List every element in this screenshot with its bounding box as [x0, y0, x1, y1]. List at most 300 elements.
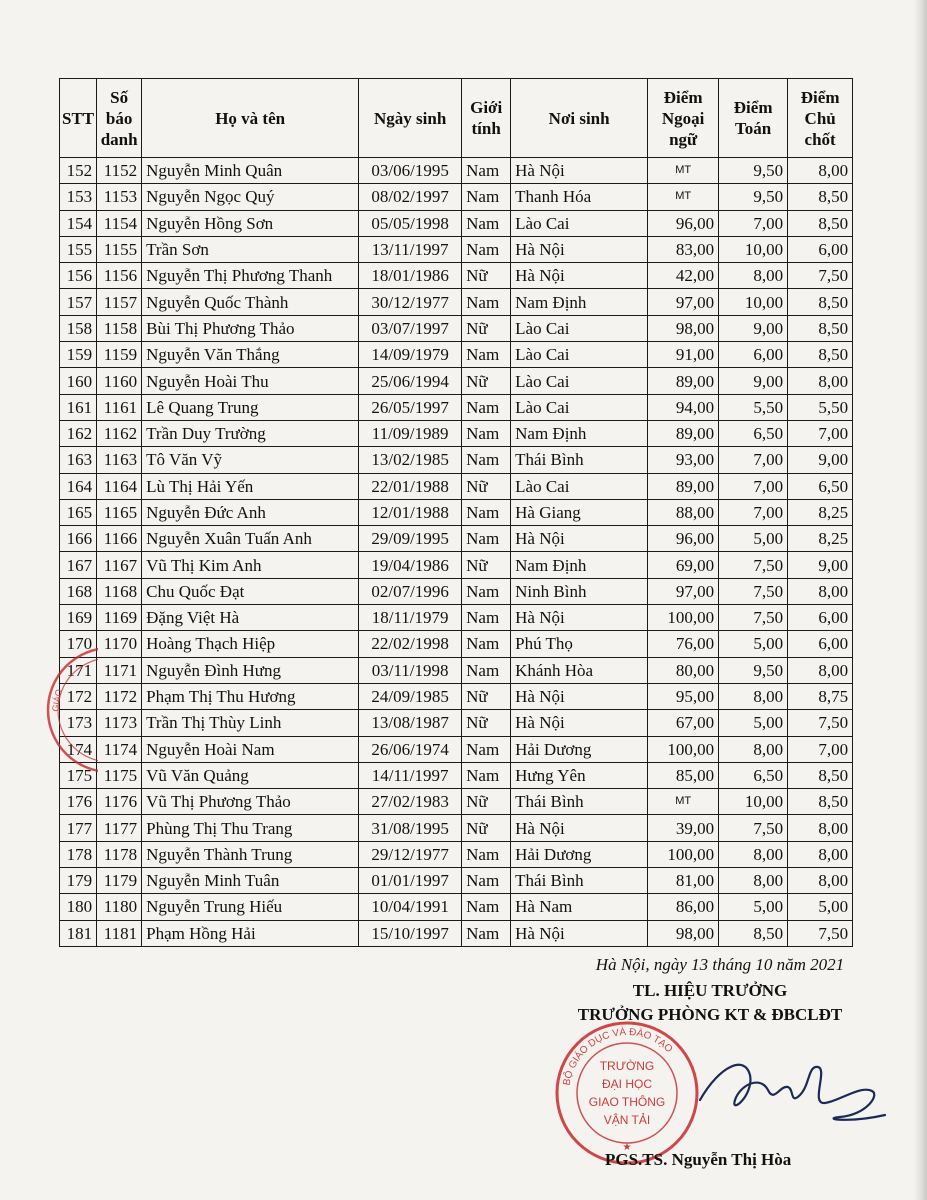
cell-dob: 12/01/1988: [359, 499, 462, 525]
cell-stt: 178: [60, 841, 97, 867]
cell-sbd: 1153: [97, 184, 142, 210]
cell-dob: 18/01/1986: [359, 263, 462, 289]
cell-gender: Nữ: [462, 368, 511, 394]
cell-fl: 39,00: [648, 815, 719, 841]
cell-key: 7,50: [788, 920, 853, 946]
table-row: [60, 789, 853, 815]
table-row: [60, 631, 853, 657]
svg-text:VẬN TẢI: VẬN TẢI: [603, 1113, 651, 1127]
cell-stt: 166: [60, 526, 97, 552]
cell-gender: Nam: [462, 184, 511, 210]
cell-fl: 83,00: [648, 236, 719, 262]
cell-place: Lào Cai: [511, 368, 648, 394]
partial-seal-stamp: [28, 640, 98, 780]
cell-stt: 169: [60, 605, 97, 631]
cell-key: 7,50: [788, 263, 853, 289]
header-sbd: Số báo danh: [97, 79, 142, 158]
cell-stt: 172: [60, 683, 97, 709]
cell-dob: 08/02/1997: [359, 184, 462, 210]
cell-math: 8,00: [719, 841, 788, 867]
cell-place: Hà Nội: [511, 236, 648, 262]
cell-math: 7,50: [719, 552, 788, 578]
cell-place: Hà Nội: [511, 920, 648, 946]
cell-gender: Nam: [462, 289, 511, 315]
cell-gender: Nữ: [462, 815, 511, 841]
cell-place: Hà Nội: [511, 526, 648, 552]
cell-sbd: 1152: [97, 158, 142, 184]
cell-sbd: 1161: [97, 394, 142, 420]
cell-dob: 13/11/1997: [359, 236, 462, 262]
cell-place: Hà Nội: [511, 158, 648, 184]
cell-fl: 98,00: [648, 920, 719, 946]
table-row: [60, 263, 853, 289]
cell-gender: Nữ: [462, 710, 511, 736]
cell-key: 6,00: [788, 631, 853, 657]
cell-dob: 26/05/1997: [359, 394, 462, 420]
cell-place: Nam Định: [511, 289, 648, 315]
cell-key: 8,00: [788, 368, 853, 394]
cell-dob: 01/01/1997: [359, 868, 462, 894]
cell-gender: Nam: [462, 578, 511, 604]
cell-gender: Nữ: [462, 263, 511, 289]
cell-dob: 27/02/1983: [359, 789, 462, 815]
cell-sbd: 1165: [97, 499, 142, 525]
cell-key: 8,50: [788, 789, 853, 815]
cell-math: 7,50: [719, 578, 788, 604]
cell-name: Nguyễn Hoài Nam: [142, 736, 359, 762]
cell-stt: 154: [60, 210, 97, 236]
table-row: [60, 342, 853, 368]
cell-math: 10,00: [719, 289, 788, 315]
cell-dob: 22/01/1988: [359, 473, 462, 499]
cell-sbd: 1173: [97, 710, 142, 736]
cell-gender: Nam: [462, 762, 511, 788]
cell-sbd: 1169: [97, 605, 142, 631]
table-row: [60, 578, 853, 604]
cell-name: Lê Quang Trung: [142, 394, 359, 420]
cell-name: Nguyễn Xuân Tuấn Anh: [142, 526, 359, 552]
cell-key: 7,00: [788, 420, 853, 446]
cell-fl: 85,00: [648, 762, 719, 788]
table-row: [60, 289, 853, 315]
cell-dob: 29/09/1995: [359, 526, 462, 552]
cell-math: 8,00: [719, 683, 788, 709]
cell-dob: 13/08/1987: [359, 710, 462, 736]
cell-dob: 24/09/1985: [359, 683, 462, 709]
table-body: [60, 158, 853, 947]
cell-math: 9,50: [719, 184, 788, 210]
cell-math: 7,00: [719, 447, 788, 473]
cell-stt: 167: [60, 552, 97, 578]
cell-place: Ninh Bình: [511, 578, 648, 604]
cell-key: 8,00: [788, 657, 853, 683]
cell-gender: Nam: [462, 420, 511, 446]
cell-math: 7,00: [719, 499, 788, 525]
cell-stt: 152: [60, 158, 97, 184]
table-row: [60, 499, 853, 525]
signer-role-line1: TL. HIỆU TRƯỞNG: [632, 981, 788, 1000]
cell-place: Lào Cai: [511, 342, 648, 368]
cell-sbd: 1167: [97, 552, 142, 578]
cell-dob: 14/11/1997: [359, 762, 462, 788]
cell-sbd: 1162: [97, 420, 142, 446]
cell-key: 6,00: [788, 236, 853, 262]
cell-key: 8,50: [788, 342, 853, 368]
cell-sbd: 1159: [97, 342, 142, 368]
cell-gender: Nam: [462, 210, 511, 236]
cell-dob: 03/07/1997: [359, 315, 462, 341]
svg-text:BỘ GIÁO DỤC VÀ ĐÀO TẠO: BỘ GIÁO DỤC VÀ ĐÀO TẠO: [561, 1026, 675, 1087]
cell-math: 9,50: [719, 657, 788, 683]
cell-sbd: 1163: [97, 447, 142, 473]
cell-key: 8,50: [788, 762, 853, 788]
cell-name: Nguyễn Hoài Thu: [142, 368, 359, 394]
cell-key: 7,00: [788, 736, 853, 762]
cell-stt: 158: [60, 315, 97, 341]
cell-place: Nam Định: [511, 552, 648, 578]
cell-gender: Nam: [462, 447, 511, 473]
cell-math: 7,00: [719, 473, 788, 499]
cell-stt: 159: [60, 342, 97, 368]
cell-gender: Nam: [462, 736, 511, 762]
cell-place: Thanh Hóa: [511, 184, 648, 210]
cell-sbd: 1174: [97, 736, 142, 762]
table-row: [60, 158, 853, 184]
cell-dob: 25/06/1994: [359, 368, 462, 394]
cell-fl: 80,00: [648, 657, 719, 683]
cell-fl: 93,00: [648, 447, 719, 473]
cell-math: 5,00: [719, 631, 788, 657]
cell-name: Nguyễn Thị Phương Thanh: [142, 263, 359, 289]
cell-name: Phùng Thị Thu Trang: [142, 815, 359, 841]
cell-math: 7,00: [719, 210, 788, 236]
cell-gender: Nam: [462, 236, 511, 262]
cell-dob: 31/08/1995: [359, 815, 462, 841]
cell-fl: 96,00: [648, 210, 719, 236]
cell-dob: 29/12/1977: [359, 841, 462, 867]
cell-math: 5,00: [719, 710, 788, 736]
cell-name: Nguyễn Ngọc Quý: [142, 184, 359, 210]
cell-name: Nguyễn Đình Hưng: [142, 657, 359, 683]
cell-stt: 163: [60, 447, 97, 473]
cell-name: Phạm Hồng Hải: [142, 920, 359, 946]
cell-stt: 180: [60, 894, 97, 920]
signature-block: [540, 955, 880, 1025]
cell-gender: Nam: [462, 841, 511, 867]
cell-place: Thái Bình: [511, 868, 648, 894]
cell-math: 10,00: [719, 789, 788, 815]
svg-text:GIÁO: GIÁO: [50, 688, 64, 713]
cell-sbd: 1179: [97, 868, 142, 894]
cell-place: Lào Cai: [511, 315, 648, 341]
cell-sbd: 1172: [97, 683, 142, 709]
cell-key: 8,00: [788, 578, 853, 604]
cell-sbd: 1175: [97, 762, 142, 788]
cell-name: Hoàng Thạch Hiệp: [142, 631, 359, 657]
cell-dob: 02/07/1996: [359, 578, 462, 604]
table-row: [60, 683, 853, 709]
cell-name: Nguyễn Văn Thắng: [142, 342, 359, 368]
cell-fl: 91,00: [648, 342, 719, 368]
cell-name: Chu Quốc Đạt: [142, 578, 359, 604]
cell-fl: MT: [648, 789, 719, 815]
page-edge-shadow: [913, 0, 927, 1200]
svg-text:ĐẠI HỌC: ĐẠI HỌC: [601, 1077, 653, 1091]
cell-math: 6,50: [719, 762, 788, 788]
cell-math: 5,00: [719, 526, 788, 552]
cell-name: Nguyễn Hồng Sơn: [142, 210, 359, 236]
cell-name: Nguyễn Quốc Thành: [142, 289, 359, 315]
cell-gender: Nam: [462, 920, 511, 946]
cell-name: Vũ Văn Quảng: [142, 762, 359, 788]
cell-key: 8,25: [788, 499, 853, 525]
svg-text:★: ★: [622, 1142, 632, 1153]
svg-text:TRƯỜNG: TRƯỜNG: [599, 1059, 655, 1073]
cell-sbd: 1168: [97, 578, 142, 604]
cell-place: Nam Định: [511, 420, 648, 446]
cell-stt: 170: [60, 631, 97, 657]
header-name: Họ và tên: [142, 79, 359, 158]
table-row: [60, 210, 853, 236]
cell-name: Trần Sơn: [142, 236, 359, 262]
cell-fl: 86,00: [648, 894, 719, 920]
cell-sbd: 1156: [97, 263, 142, 289]
cell-place: Hà Nam: [511, 894, 648, 920]
cell-key: 9,00: [788, 552, 853, 578]
cell-dob: 22/02/1998: [359, 631, 462, 657]
cell-sbd: 1166: [97, 526, 142, 552]
table-row: [60, 552, 853, 578]
cell-key: 5,00: [788, 894, 853, 920]
cell-fl: 88,00: [648, 499, 719, 525]
cell-gender: Nam: [462, 342, 511, 368]
table-row: [60, 762, 853, 788]
cell-fl: 69,00: [648, 552, 719, 578]
cell-key: 6,50: [788, 473, 853, 499]
table-row: [60, 184, 853, 210]
cell-place: Hà Giang: [511, 499, 648, 525]
cell-sbd: 1176: [97, 789, 142, 815]
cell-math: 9,00: [719, 315, 788, 341]
cell-stt: 173: [60, 710, 97, 736]
cell-fl: 97,00: [648, 578, 719, 604]
cell-place: Lào Cai: [511, 473, 648, 499]
cell-math: 9,50: [719, 158, 788, 184]
header-math: Điểm Toán: [719, 79, 788, 158]
cell-sbd: 1177: [97, 815, 142, 841]
cell-sbd: 1154: [97, 210, 142, 236]
table-row: [60, 447, 853, 473]
cell-math: 10,00: [719, 236, 788, 262]
cell-place: Thái Bình: [511, 789, 648, 815]
cell-math: 6,00: [719, 342, 788, 368]
cell-name: Nguyễn Đức Anh: [142, 499, 359, 525]
cell-dob: 13/02/1985: [359, 447, 462, 473]
cell-place: Hà Nội: [511, 710, 648, 736]
cell-gender: Nam: [462, 631, 511, 657]
cell-stt: 157: [60, 289, 97, 315]
cell-dob: 03/11/1998: [359, 657, 462, 683]
cell-math: 7,50: [719, 605, 788, 631]
cell-name: Phạm Thị Thu Hương: [142, 683, 359, 709]
cell-gender: Nam: [462, 394, 511, 420]
cell-dob: 11/09/1989: [359, 420, 462, 446]
cell-place: Hải Dương: [511, 736, 648, 762]
cell-name: Trần Thị Thùy Linh: [142, 710, 359, 736]
table-header-row: [60, 79, 853, 158]
table-row: [60, 868, 853, 894]
cell-gender: Nam: [462, 868, 511, 894]
cell-fl: 89,00: [648, 420, 719, 446]
cell-place: Phú Thọ: [511, 631, 648, 657]
table-row: [60, 368, 853, 394]
cell-key: 8,50: [788, 210, 853, 236]
header-birthplace: Nơi sinh: [511, 79, 648, 158]
cell-place: Hà Nội: [511, 605, 648, 631]
cell-math: 6,50: [719, 420, 788, 446]
cell-key: 8,50: [788, 315, 853, 341]
cell-name: Nguyễn Thành Trung: [142, 841, 359, 867]
cell-stt: 177: [60, 815, 97, 841]
header-gender: Giới tính: [462, 79, 511, 158]
cell-name: Nguyễn Minh Tuân: [142, 868, 359, 894]
cell-gender: Nam: [462, 657, 511, 683]
results-table: [59, 78, 853, 947]
cell-stt: 181: [60, 920, 97, 946]
cell-fl: 89,00: [648, 473, 719, 499]
cell-key: 8,00: [788, 815, 853, 841]
cell-fl: 95,00: [648, 683, 719, 709]
cell-sbd: 1158: [97, 315, 142, 341]
cell-name: Bùi Thị Phương Thảo: [142, 315, 359, 341]
cell-gender: Nữ: [462, 552, 511, 578]
cell-dob: 18/11/1979: [359, 605, 462, 631]
cell-key: 8,00: [788, 841, 853, 867]
cell-key: 8,50: [788, 184, 853, 210]
signer-name: PGS.TS. Nguyễn Thị Hòa: [605, 1150, 792, 1169]
cell-sbd: 1180: [97, 894, 142, 920]
cell-stt: 171: [60, 657, 97, 683]
cell-stt: 156: [60, 263, 97, 289]
cell-gender: Nữ: [462, 473, 511, 499]
cell-dob: 30/12/1977: [359, 289, 462, 315]
cell-stt: 153: [60, 184, 97, 210]
cell-gender: Nam: [462, 894, 511, 920]
cell-dob: 26/06/1974: [359, 736, 462, 762]
cell-key: 8,75: [788, 683, 853, 709]
cell-key: 8,00: [788, 868, 853, 894]
cell-name: Trần Duy Trường: [142, 420, 359, 446]
cell-dob: 15/10/1997: [359, 920, 462, 946]
cell-stt: 160: [60, 368, 97, 394]
cell-gender: Nam: [462, 526, 511, 552]
cell-place: Khánh Hòa: [511, 657, 648, 683]
cell-fl: 81,00: [648, 868, 719, 894]
cell-name: Tô Văn Vỹ: [142, 447, 359, 473]
cell-gender: Nữ: [462, 315, 511, 341]
cell-sbd: 1178: [97, 841, 142, 867]
cell-place: Hưng Yên: [511, 762, 648, 788]
cell-name: Lù Thị Hải Yến: [142, 473, 359, 499]
official-seal-stamp: [552, 1018, 702, 1168]
cell-place: Hà Nội: [511, 683, 648, 709]
cell-name: Đặng Việt Hà: [142, 605, 359, 631]
header-dob: Ngày sinh: [359, 79, 462, 158]
cell-fl: 100,00: [648, 841, 719, 867]
cell-math: 5,50: [719, 394, 788, 420]
table-row: [60, 815, 853, 841]
cell-fl: 100,00: [648, 736, 719, 762]
table-row: [60, 526, 853, 552]
handwritten-signature: [690, 1045, 890, 1135]
table-row: [60, 605, 853, 631]
cell-key: 6,00: [788, 605, 853, 631]
cell-gender: Nữ: [462, 683, 511, 709]
cell-key: 8,50: [788, 289, 853, 315]
cell-stt: 155: [60, 236, 97, 262]
cell-dob: 14/09/1979: [359, 342, 462, 368]
table-row: [60, 920, 853, 946]
cell-gender: Nữ: [462, 789, 511, 815]
table-row: [60, 315, 853, 341]
header-stt: STT: [60, 79, 97, 158]
cell-fl: 100,00: [648, 605, 719, 631]
cell-fl: 89,00: [648, 368, 719, 394]
cell-key: 7,50: [788, 710, 853, 736]
cell-stt: 161: [60, 394, 97, 420]
cell-dob: 10/04/1991: [359, 894, 462, 920]
cell-fl: 98,00: [648, 315, 719, 341]
cell-sbd: 1181: [97, 920, 142, 946]
cell-place: Lào Cai: [511, 394, 648, 420]
table-row: [60, 736, 853, 762]
cell-key: 9,00: [788, 447, 853, 473]
cell-fl: MT: [648, 184, 719, 210]
table-row: [60, 420, 853, 446]
cell-fl: 94,00: [648, 394, 719, 420]
cell-fl: MT: [648, 158, 719, 184]
cell-math: 8,00: [719, 868, 788, 894]
cell-sbd: 1155: [97, 236, 142, 262]
cell-key: 8,25: [788, 526, 853, 552]
cell-name: Nguyễn Trung Hiếu: [142, 894, 359, 920]
cell-gender: Nam: [462, 499, 511, 525]
cell-math: 8,00: [719, 263, 788, 289]
cell-place: Hải Dương: [511, 841, 648, 867]
table-row: [60, 394, 853, 420]
cell-fl: 42,00: [648, 263, 719, 289]
cell-math: 7,50: [719, 815, 788, 841]
cell-fl: 96,00: [648, 526, 719, 552]
cell-stt: 175: [60, 762, 97, 788]
cell-place: Hà Nội: [511, 815, 648, 841]
header-key-score: Điểm Chủ chốt: [788, 79, 853, 158]
cell-math: 8,50: [719, 920, 788, 946]
signer-role-line2: TRƯỞNG PHÒNG KT & ĐBCLĐT: [577, 1005, 843, 1024]
cell-stt: 162: [60, 420, 97, 446]
cell-sbd: 1160: [97, 368, 142, 394]
table-row: [60, 710, 853, 736]
cell-sbd: 1164: [97, 473, 142, 499]
cell-math: 8,00: [719, 736, 788, 762]
table-row: [60, 894, 853, 920]
cell-name: Vũ Thị Phương Thảo: [142, 789, 359, 815]
cell-dob: 19/04/1986: [359, 552, 462, 578]
cell-gender: Nam: [462, 158, 511, 184]
table-row: [60, 657, 853, 683]
cell-sbd: 1171: [97, 657, 142, 683]
cell-name: Vũ Thị Kim Anh: [142, 552, 359, 578]
